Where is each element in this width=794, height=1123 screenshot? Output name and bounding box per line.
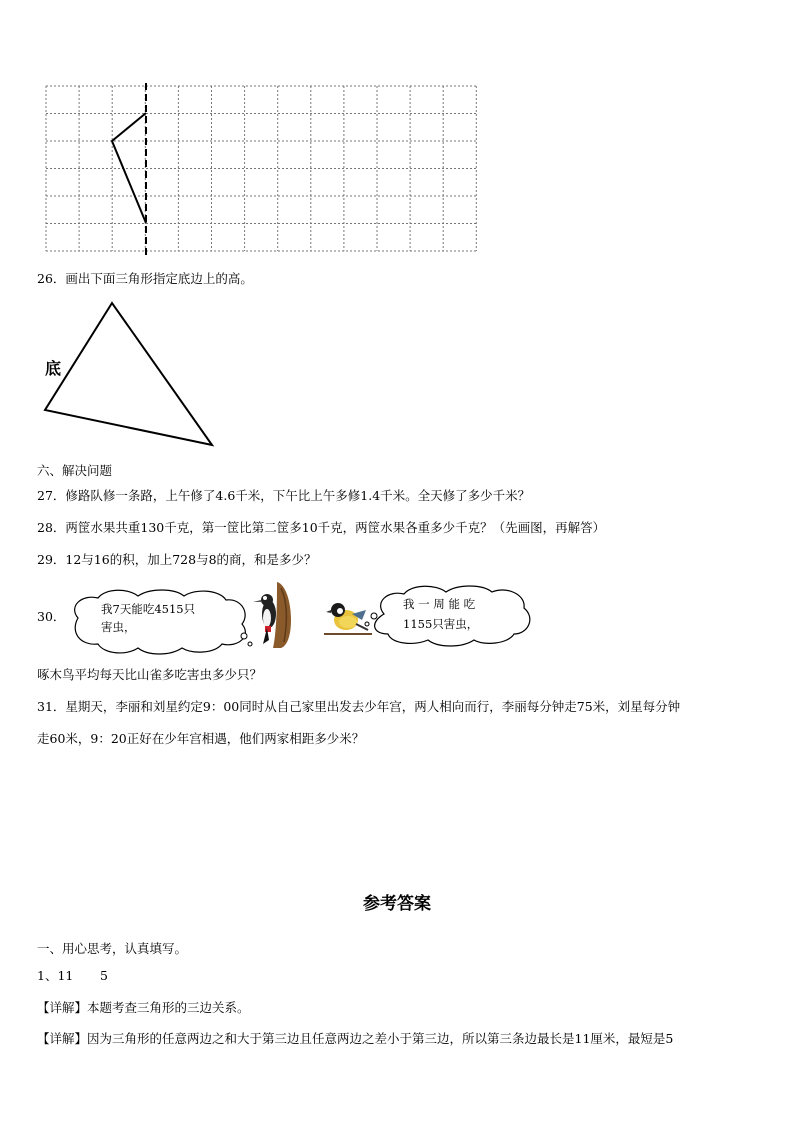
question-30-number: 30． [37, 609, 66, 624]
section-6-title: 六、解决问题 [37, 463, 113, 478]
answers-section-1: 一、用心思考，认真填写。 [37, 941, 188, 956]
bubble2-line2: 1155只害虫， [403, 617, 479, 631]
answers-title: 参考答案 [363, 894, 431, 914]
question-30-text: 啄木鸟平均每天比山雀多吃害虫多少只？ [37, 667, 263, 682]
answer-1-number: 1、11 [37, 968, 74, 983]
triangle-figure [0, 290, 794, 460]
bubble2-line1: 我 一 周 能 吃 [403, 597, 476, 611]
question-31-line1: 31．星期天，李丽和刘星约定9：00同时从自己家里出发去少年宫，两人相向而行，李丽每分钟走75米，刘星每分钟 [37, 699, 681, 714]
answer-1-value: 5 [100, 968, 108, 983]
question-29: 29．12与16的积，加上728与8的商，和是多少？ [37, 552, 317, 567]
question-28: 28．两筐水果共重130千克，第一筐比第二筐多10千克，两筐水果各重多少千克？（先画图，再解答） [37, 520, 606, 535]
question-26: 26．画出下面三角形指定底边上的高。 [37, 271, 253, 286]
grid-figure [0, 0, 794, 260]
answer-detail-1: 【详解】本题考查三角形的三边关系。 [37, 1000, 250, 1015]
thought-bubble-woodpecker [64, 588, 264, 658]
bubble1-line2: 害虫， [101, 620, 136, 634]
question-27: 27．修路队修一条路，上午修了4.6千米，下午比上午多修1.4千米。全天修了多少千米？ [37, 488, 531, 503]
half-figure [112, 113, 146, 223]
question-31-line2: 走60米，9：20正好在少年宫相遇，他们两家相距多少米？ [37, 731, 365, 746]
woodpecker-icon [247, 580, 297, 650]
base-label: 底 [45, 359, 62, 378]
bubble1-line1: 我7天能吃4515只 [101, 602, 196, 616]
answer-detail-2: 【详解】因为三角形的任意两边之和大于第三边且任意两边之差小于第三边，所以第三条边最长是11厘米，最短是5 [37, 1031, 674, 1046]
triangle [45, 303, 212, 445]
